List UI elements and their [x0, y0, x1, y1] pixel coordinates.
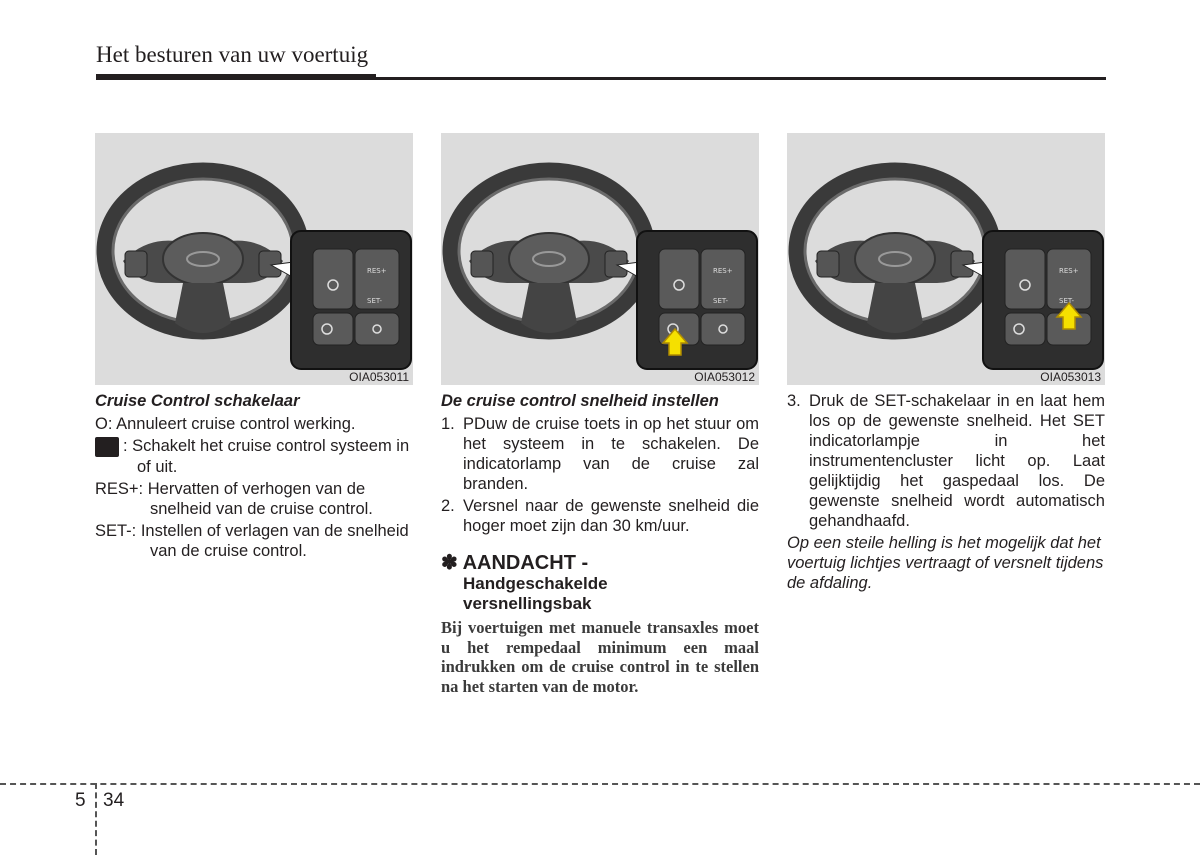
page-header-title: Het besturen van uw voertuig — [96, 42, 369, 67]
step-2 — [441, 496, 759, 536]
text-line: RES+: Hervatten of verhogen van de snelheid van de cruise control. — [95, 479, 373, 518]
italic-note: Op een steile helling is het mogelijk dat het voertuig lichtjes vertraagt of versnelt tijdens de afdaling. — [787, 534, 1104, 592]
footer-divider — [95, 783, 97, 855]
figure-steering-wheel-1 — [95, 133, 413, 385]
step-text: PDuw de cruise toets in op het stuur om het systeem in te schakelen. De indicatorlamp van de cruise zal branden. — [463, 415, 759, 493]
footer-rule — [0, 783, 1200, 785]
step-number: 2. — [441, 497, 455, 515]
svg-text:SET-: SET- — [367, 297, 383, 305]
step-1 — [441, 414, 759, 494]
note-symbol-icon: ✽ — [441, 552, 458, 574]
cruise-control-icon — [95, 437, 119, 457]
figure-code: OIA053013 — [1040, 370, 1101, 384]
note-body: Bij voertuigen met manuele transaxles moet u het rempedaal minimum een maal indrukken om de cruise control in te stellen na het starten van de motor. — [441, 618, 759, 696]
step-number: 1. — [441, 415, 455, 433]
text-line: : Schakelt het cruise control systeem in of uit. — [123, 437, 410, 476]
note-title: AANDACHT - — [462, 552, 589, 574]
step-3 — [787, 391, 1105, 531]
chapter-number: 5 — [75, 790, 86, 811]
figure-steering-wheel-2 — [441, 133, 759, 385]
text-line: O: Annuleert cruise control werking. — [95, 415, 356, 433]
text-line: SET-: Instellen of verlagen van de snelheid van de cruise control. — [95, 521, 409, 560]
steering-wheel-illustration — [441, 133, 759, 385]
steering-wheel-illustration — [95, 133, 413, 385]
step-text: Druk de SET-schakelaar in en laat hem los op de gewenste snelheid. Het SET indicatorlampje in het instrumentencluster licht op. Laat gelijktijdig het gaspedaal los. De gewenste snelheid wordt automatisch gehandhaafd. — [809, 392, 1105, 530]
svg-text:RES+: RES+ — [1059, 267, 1079, 275]
note-heading — [441, 552, 759, 574]
figure-code: OIA053011 — [349, 370, 409, 384]
figure-steering-wheel-3 — [787, 133, 1105, 385]
cruise-icon-line — [95, 436, 413, 477]
svg-text:SET-: SET- — [713, 297, 729, 305]
section-caption: De cruise control snelheid instellen — [441, 392, 719, 410]
note-subtitle-1: Handgeschakelde — [463, 574, 608, 593]
svg-text:RES+: RES+ — [713, 267, 733, 275]
svg-text:RES+: RES+ — [367, 267, 387, 275]
column-1 — [95, 391, 413, 563]
step-text: Versnel naar de gewenste snelheid die hoger moet zijn dan 30 km/uur. — [463, 497, 759, 535]
step-number: 3. — [787, 392, 801, 410]
column-2 — [441, 391, 759, 696]
page-number: 34 — [103, 790, 125, 811]
svg-text:SET-: SET- — [1059, 297, 1075, 305]
figure-caption: Cruise Control schakelaar — [95, 392, 300, 410]
figure-code: OIA053012 — [694, 370, 755, 384]
column-3 — [787, 391, 1105, 595]
header-rule — [96, 77, 1106, 80]
steering-wheel-illustration — [787, 133, 1105, 385]
note-subtitle-2: versnellingsbak — [463, 594, 592, 613]
